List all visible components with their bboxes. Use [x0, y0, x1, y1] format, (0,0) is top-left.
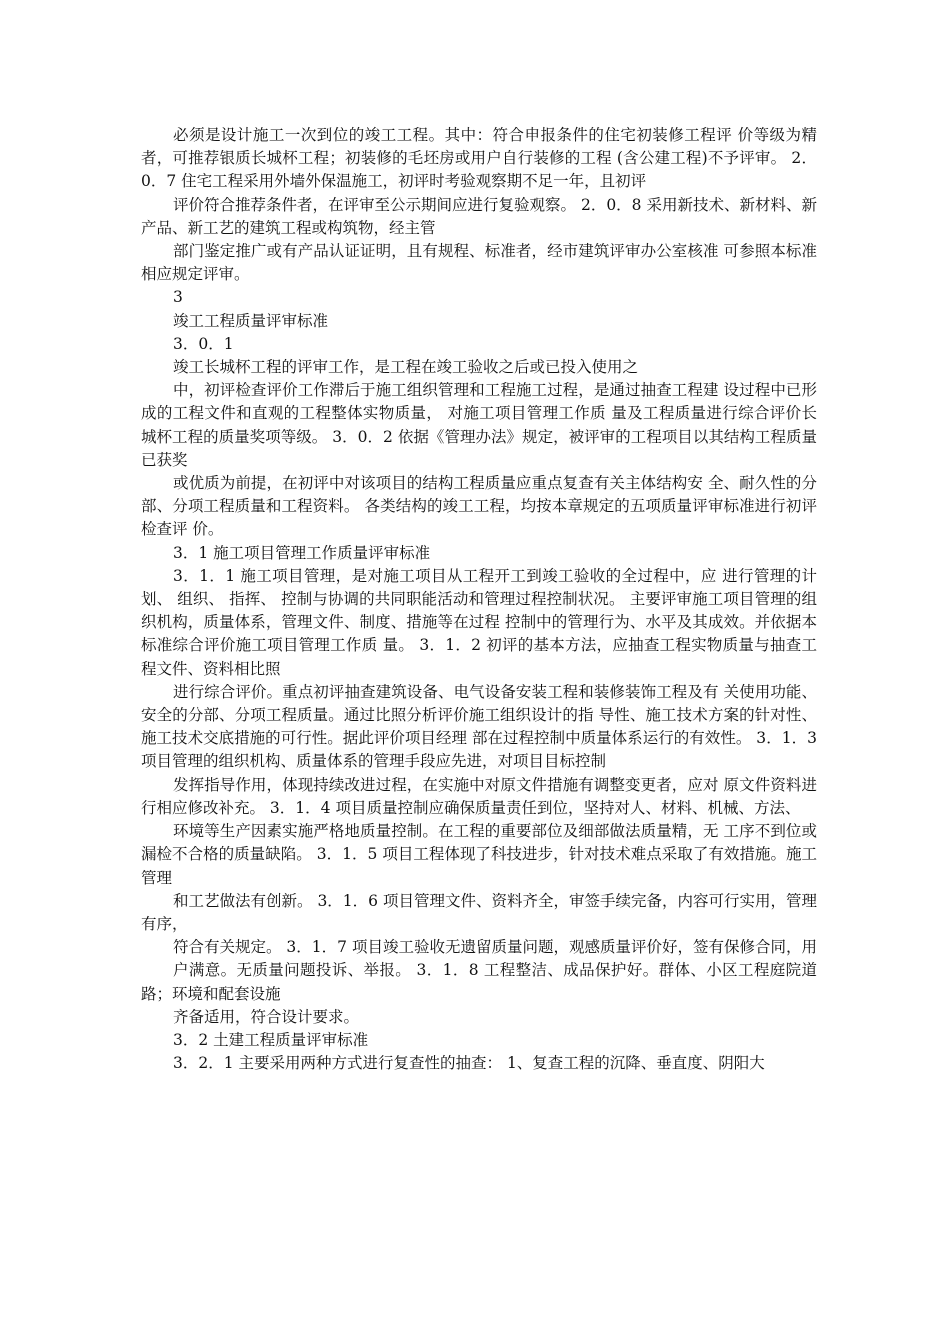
paragraph: 必须是设计施工一次到位的竣工工程。其中：符合申报条件的住宅初装修工程评 价等级为精者，可推荐银质长城杯工程；初装修的毛坯房或用户自行装修的工程 (含公建工程)不予评审。 2．0．7 住宅工程采用外墙外保温施工，初评时考验观察期不足一年，且初评 — [141, 126, 817, 191]
paragraph: 户满意。无质量问题投诉、举报。 3．1．8 工程整洁、成品保护好。群体、小区工程庭院道路；环境和配套设施 — [141, 961, 817, 1003]
paragraph: 3．2．1 主要采用两种方式进行复查性的抽查： 1、复查工程的沉降、垂直度、阴阳大 — [173, 1054, 765, 1073]
clause-number: 3．0．1 — [173, 334, 234, 353]
chapter-title: 竣工工程质量评审标准 — [173, 311, 329, 330]
paragraph: 3．1．1 施工项目管理，是对施工项目从工程开工到竣工验收的全过程中，应 进行管理的计划、 组织、 指挥、 控制与协调的共同职能活动和管理过程控制状况。 主要评审施工项目管理的组织机构，质量体系，管理文件、制度、措施等在过程 控制中的管理行为、水平及其成效。并依据本标准综合评价施工项目管理工作质 量。 3．1．2 初评的基本方法，应抽查工程实物质量与抽查工程文件、资料相比照 — [141, 566, 817, 678]
paragraph: 竣工长城杯工程的评审工作，是工程在竣工验收之后或已投入使用之 — [173, 358, 639, 377]
chapter-number: 3 — [173, 288, 183, 307]
paragraph: 齐备适用，符合设计要求。 — [173, 1007, 360, 1026]
paragraph: 和工艺做法有创新。 3．1．6 项目管理文件、资料齐全，审签手续完备，内容可行实用，管理有序， — [141, 891, 817, 933]
paragraph: 评价符合推荐条件者，在评审至公示期间应进行复验观察。 2．0．8 采用新技术、新材料、新产品、新工艺的建筑工程或构筑物，经主管 — [141, 195, 817, 237]
section-heading: 3．2 土建工程质量评审标准 — [173, 1030, 369, 1049]
body-text — [141, 124, 817, 1075]
paragraph: 符合有关规定。 3．1．7 项目竣工验收无遗留质量问题，观感质量评价好，签有保修合同，用 — [173, 938, 817, 957]
section-heading: 3．1 施工项目管理工作质量评审标准 — [173, 543, 431, 562]
paragraph: 进行综合评价。重点初评抽查建筑设备、电气设备安装工程和装修装饰工程及有 关使用功能、安全的分部、分项工程质量。通过比照分析评价施工组织设计的指 导性、施工技术方案的针对性、施工技术交底措施的可行性。据此评价项目经理 部在过程控制中质量体系运行的有效性。 3．1．3 项目管理的组织机构、质量体系的管理手段应先进，对项目目标控制 — [141, 682, 817, 771]
paragraph: 环境等生产因素实施严格地质量控制。在工程的重要部位及细部做法质量精，无 工序不到位或漏检不合格的质量缺陷。 3．1．5 项目工程体现了科技进步，针对技术难点采取了有效措施。施工管理 — [141, 822, 817, 887]
paragraph: 发挥指导作用，体现持续改进过程，在实施中对原文件措施有调整变更者，应对 原文件资料进行相应修改补充。 3．1．4 项目质量控制应确保质量责任到位，坚持对人、材料、机械、方法、 — [141, 775, 817, 817]
paragraph: 部门鉴定推广或有产品认证证明，且有规程、标准者，经市建筑评审办公室核准 可参照本标准相应规定评审。 — [141, 242, 817, 284]
paragraph: 或优质为前提，在初评中对该项目的结构工程质量应重点复查有关主体结构安 全、耐久性的分部、分项工程质量和工程资料。 各类结构的竣工工程，均按本章规定的五项质量评审标准进行初评检查评 价。 — [141, 474, 817, 539]
paragraph: 中，初评检查评价工作滞后于施工组织管理和工程施工过程，是通过抽查工程建 设过程中已形成的工程文件和直观的工程整体实物质量， 对施工项目管理工作质 量及工程质量进行综合评价长城杯工程的质量奖项等级。 3．0．2 依据《管理办法》规定，被评审的工程项目以其结构工程质量已获奖 — [141, 381, 817, 469]
